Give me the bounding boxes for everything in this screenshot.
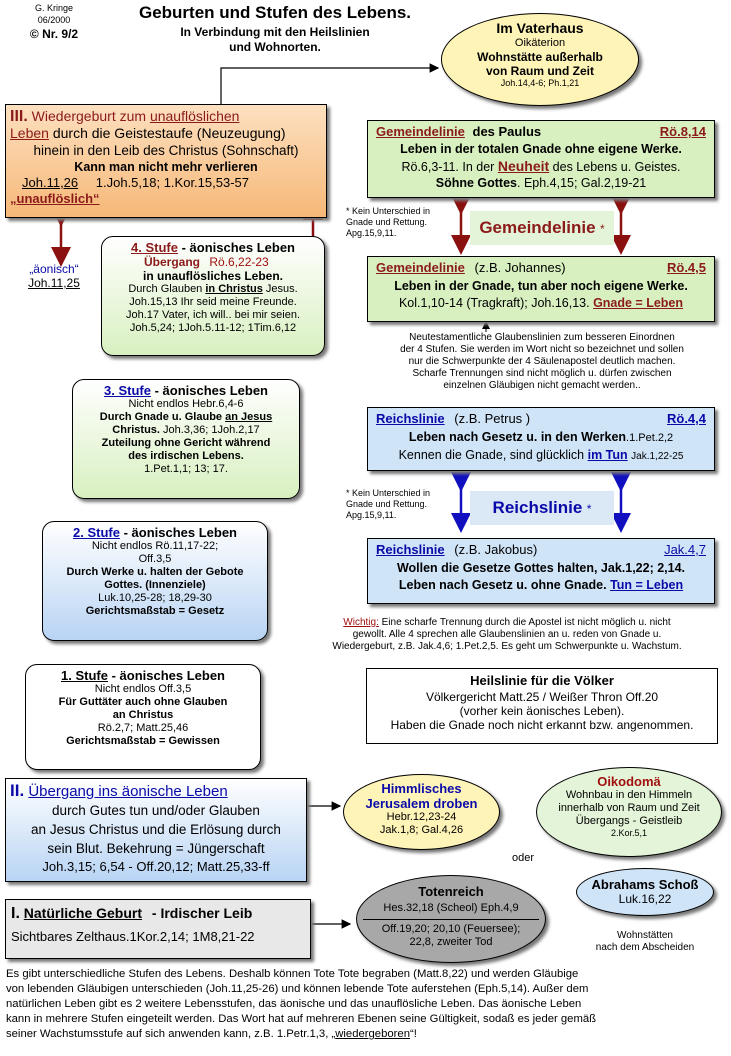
reich-middle-text: Reichslinie: [492, 498, 583, 517]
gemeinde-paulus-line3-a: Söhne Gottes: [435, 176, 517, 190]
stufe1-line2: Für Guttäter auch ohne Glauben: [58, 696, 228, 708]
stufe4-line6: Joh.5,24; 1Joh.5.11-12; 1Tim.6,12: [129, 322, 297, 334]
wichtig-line1: Eine scharfe Trennung durch die Apostel ist nicht möglich u. nicht: [381, 617, 671, 628]
reich-jakobus-line2-b: Tun = Leben: [610, 578, 684, 592]
vaterhaus-sub: Oikäterion: [514, 37, 566, 49]
natuerlich-title: Natürliche Geburt: [23, 905, 143, 921]
footer-line3: natürlichen Leben gibt es 2 weitere Lebensstufen, das äonische und das unauflösliche Leben. Das äonische Leben: [6, 998, 582, 1010]
gemeinde-johannes-label-rest: (z.B. Johannes): [474, 260, 566, 275]
stufe3-line2-b: an Jesus: [225, 411, 273, 423]
reich-middle-label: [470, 491, 614, 525]
jerusalem-title2: Jerusalem droben: [365, 796, 478, 811]
uebergang-line3: sein Blut. Bekehrung = Jüngerschaft: [47, 841, 265, 856]
stufe1-title-rest: - äonisches Leben: [111, 668, 225, 683]
jerusalem-line1: Hebr.12,23-24: [386, 811, 457, 823]
oikodoma-line1: Wohnbau in den Himmeln: [565, 789, 693, 801]
gemeinde-note-2: Gnade und Rettung.: [346, 217, 428, 227]
footer-line5-a: seiner Wachstumsstufe auf sich anwenden kann, z.B. 1.Petr.1,3, „: [6, 1028, 336, 1040]
oikodoma-line4: 2.Kor.5,1: [610, 828, 648, 838]
copyright: © Nr. 9/2: [29, 27, 79, 41]
wiedergeburt-line1: durch die Geistestaufe (Neuzeugung): [52, 125, 286, 141]
natuerlich-title-rest: - Irdischer Leib: [151, 905, 253, 921]
abraham-title: Abrahams Schoß: [591, 877, 699, 892]
voelker-line2: (vorher kein äonisches Leben).: [459, 704, 625, 718]
wichtig-note: [286, 617, 728, 653]
stufe2-line3: Durch Werke u. halten der Gebote: [66, 566, 244, 578]
wichtig-line3: Wiedergeburt, z.B. Jak.4,6; 1.Pet.2,5. Es geht um Schwerpunkte u. Wachstum.: [332, 641, 682, 652]
gemeinde-paulus-line2-c: des Lebens u. Geistes.: [552, 160, 681, 174]
reich-petrus-box: [367, 407, 715, 471]
gemeinde-paulus-line2-a: Rö.6,3-11. In der: [401, 160, 495, 174]
subtitle-1: In Verbindung mit den Heilslinien: [180, 25, 370, 39]
gemeinde-middle-star: *: [599, 222, 605, 236]
wohnstaetten-label: [585, 930, 705, 954]
subtitle-2: und Wohnorten.: [229, 40, 321, 54]
voelker-title: Heilslinie für die Völker: [470, 673, 614, 688]
gemeinde-paulus-label-rest: des Paulus: [472, 124, 542, 139]
uebergang-title: Übergang ins äonische Leben: [28, 783, 228, 800]
jerusalem-title1: Himmlisches: [381, 781, 462, 796]
note-middle: [356, 332, 728, 392]
aonisch-label: [14, 262, 94, 290]
stufe4-uebergang: Übergang: [144, 255, 201, 269]
wichtig-label: Wichtig:: [343, 617, 379, 628]
oikodoma-line3: Übergangs - Geistleib: [575, 815, 683, 827]
gemeinde-johannes-ref: Rö.4,5: [666, 260, 706, 275]
reich-petrus-line2-c: Jak.1,22-25: [631, 451, 684, 462]
vaterhaus-title: Im Vaterhaus: [496, 20, 584, 36]
stufe4-line3-a: Durch Glauben: [128, 283, 203, 295]
stufe4-line3-c: Jesus.: [265, 283, 298, 295]
footer-line5-b: wiedergeboren: [335, 1028, 410, 1040]
stufe3-line2-a: Durch Gnade u. Glaube: [99, 411, 223, 423]
uebergang-line1: durch Gutes tun und/oder Glauben: [52, 803, 260, 818]
stufe3-box: [72, 379, 300, 499]
gemeinde-johannes-box: [367, 256, 715, 322]
gemeinde-paulus-line2-b: Neuheit: [497, 158, 550, 174]
stufe3-line1: Nicht endlos Hebr.6,4-6: [128, 398, 244, 410]
stufe1-box: [25, 664, 261, 770]
footer-line1: Es gibt unterschiedliche Stufen des Lebens. Deshalb können Tote Tote begraben (Matt.8,22) und werden Gläubige: [6, 968, 579, 980]
wiedergeburt-line3: Kann man nicht mehr verlieren: [74, 160, 258, 174]
author: G. Kringe: [34, 3, 74, 13]
footer-line5-c: “!: [410, 1028, 417, 1040]
stufe1-title: 1. Stufe: [60, 668, 108, 683]
natuerlich-line1: Sichtbares Zelthaus.1Kor.2,14; 1M8,21-22: [11, 929, 255, 944]
gemeinde-note-3: Apg.15,9,11.: [346, 228, 397, 238]
wohnstaetten-line2: nach dem Abscheiden: [595, 942, 695, 953]
stufe3-title-rest: - äonisches Leben: [154, 383, 268, 398]
note-middle-4: Scharfe Trennungen sind nicht möglich u. dürfen zwischen: [412, 368, 672, 379]
voelker-line3: Haben die Gnade noch nicht erkannt bzw. angenommen.: [390, 718, 694, 732]
gemeinde-johannes-line1: Leben in der Gnade, tun aber noch eigene Werke.: [394, 279, 688, 293]
stufe4-title-rest: - äonisches Leben: [181, 240, 295, 255]
reich-petrus-line1-b: .1.Pet.2,2: [626, 432, 674, 444]
wiedergeburt-ref-rest: 1.Joh.5,18; 1.Kor.15,53-57: [95, 175, 249, 190]
stufe3-line3-ref: Joh.3,36; 1Joh.2,17: [163, 424, 260, 436]
oikodoma-oval: [536, 767, 722, 857]
date: 06/2000: [37, 15, 71, 25]
reich-petrus-label-rest: (z.B. Petrus ): [454, 411, 531, 426]
note-middle-3: nur die Schwerpunkte der 4 Säulenapostel deutlich machen.: [408, 356, 676, 367]
stufe1-line4: Rö.2,7; Matt.25,46: [97, 722, 189, 734]
reich-note-2: Gnade und Rettung.: [346, 499, 428, 509]
stufe4-ref: Rö.6,22-23: [209, 255, 269, 269]
wichtig-line2: gewollt. Alle 4 sprechen alle Glaubenslinien an u. reden von Gnade u.: [352, 629, 662, 640]
uebergang-roman: II.: [10, 781, 25, 800]
reich-jakobus-line2-a: Leben nach Gesetz u. ohne Gnade.: [398, 578, 607, 592]
reich-petrus-ref: Rö.4,4: [666, 411, 706, 426]
totenreich-line2: Off.19,20; 20,10 (Feuersee);: [381, 923, 521, 935]
gemeinde-johannes-label: Gemeindelinie: [376, 260, 465, 275]
totenreich-divider: [363, 919, 539, 920]
reich-note-1: * Kein Unterschied in: [346, 488, 431, 498]
totenreich-oval: [356, 875, 546, 963]
wiedergeburt-ref-link[interactable]: Joh.11,26: [22, 175, 79, 190]
voelker-box: [366, 668, 718, 744]
wiedergeburt-box: [5, 104, 327, 218]
stufe4-box: [101, 236, 325, 356]
uebergang-line4: Joh.3,15; 6,54 - Off.20,12; Matt.25,33-ff: [42, 859, 270, 874]
note-middle-5: einzelnen Gläubigen nicht gemacht werden..: [443, 380, 641, 391]
vaterhaus-line1: Wohnstätte außerhalb: [477, 50, 603, 64]
totenreich-line3: 22,8, zweiter Tod: [409, 936, 493, 948]
stufe4-line2: in unauflösliches Leben.: [142, 269, 284, 283]
oder-label: oder: [512, 852, 535, 864]
reich-petrus-line2-a: Kennen die Gnade, sind glücklich: [398, 448, 585, 462]
stufe4-title: 4. Stufe: [130, 240, 178, 255]
stufe2-line6: Gerichtsmaßstab = Gesetz: [85, 605, 225, 617]
wohnstaetten-line1: Wohnstätten: [617, 930, 673, 941]
stufe3-title: 3. Stufe: [103, 383, 151, 398]
aonisch-ref[interactable]: Joh.11,25: [28, 276, 80, 290]
gemeinde-paulus-box: [367, 120, 715, 198]
reich-middle-star: *: [586, 502, 592, 516]
gemeinde-note: [346, 206, 456, 239]
vaterhaus-oval: [441, 13, 639, 106]
wiedergeburt-title-b: unauflöslichen: [149, 108, 240, 124]
footer-text: [6, 967, 728, 1042]
stufe4-line5: Joh.17 Vater, ich will.. bei mir seien.: [125, 309, 301, 321]
reich-petrus-line2-b: im Tun: [587, 448, 628, 462]
reich-jakobus-label-rest: (z.B. Jakobus): [454, 542, 538, 557]
gemeinde-johannes-line2-b: Gnade = Leben: [593, 296, 684, 310]
stufe2-line2: Off.3,5: [138, 553, 172, 565]
vaterhaus-line2: von Raum und Zeit: [486, 64, 594, 78]
abraham-oval: [576, 868, 714, 916]
uebergang-box: [5, 778, 307, 882]
stufe2-title: 2. Stufe: [72, 525, 120, 540]
arrow-to-vaterhaus: [221, 68, 438, 104]
stufe3-line3: Christus.: [112, 424, 160, 436]
stufe1-line1: Nicht endlos Off.3,5: [94, 683, 192, 695]
totenreich-title: Totenreich: [418, 884, 484, 899]
reich-jakobus-label: Reichslinie: [376, 542, 445, 557]
reich-note: [346, 488, 456, 521]
stufe1-line5: Gerichtsmaßstab = Gewissen: [66, 735, 220, 747]
natuerlich-roman: I.: [11, 905, 20, 922]
stufe4-line4: Joh.15,13 Ihr seid meine Freunde.: [129, 296, 297, 308]
stufe2-line1: Nicht endlos Rö.11,17-22;: [91, 540, 219, 552]
voelker-line1: Völkergericht Matt.25 / Weißer Thron Off.20: [425, 690, 659, 704]
gemeinde-middle-label: [470, 211, 614, 245]
stufe3-line4: Zuteilung ohne Gericht während: [101, 437, 271, 449]
vaterhaus-ref: Joh.14,4-6; Ph.1,21: [500, 78, 580, 88]
wiedergeburt-tag: „unauflöslich“: [10, 191, 100, 206]
reich-jakobus-ref: Jak.4,7: [664, 542, 706, 557]
note-middle-2: der 4 Stufen. Sie werden im Wort nicht so bezeichnet und sollen: [400, 344, 684, 355]
gemeinde-note-1: * Kein Unterschied in: [346, 206, 431, 216]
gemeinde-paulus-line1: Leben in der totalen Gnade ohne eigene Werke.: [400, 142, 682, 156]
aonisch-text: „äonisch“: [29, 262, 79, 276]
gemeinde-paulus-ref: Rö.8,14: [659, 124, 706, 139]
uebergang-line2: an Jesus Christus und die Erlösung durch: [31, 822, 281, 837]
page-title: Geburten und Stufen des Lebens.: [138, 3, 412, 22]
stufe3-line5: des irdischen Lebens.: [128, 450, 244, 462]
reich-jakobus-box: [367, 538, 715, 604]
note-middle-1: Neutestamentliche Glaubenslinien zum besseren Einordnen: [409, 332, 675, 343]
oikodoma-title: Oikodomä: [597, 774, 661, 789]
stufe4-line3-b: in Christus: [205, 283, 263, 295]
wiedergeburt-title-c: Leben: [10, 125, 49, 141]
gemeinde-paulus-label: Gemeindelinie: [376, 124, 465, 139]
jerusalem-line2: Jak.1,8; Gal.4,26: [379, 824, 464, 836]
wiedergeburt-roman: III.: [10, 108, 28, 125]
stufe2-line4: Gottes. (Innenziele): [104, 579, 206, 591]
reich-note-3: Apg.15,9,11.: [346, 510, 397, 520]
gemeinde-paulus-line3-b: . Eph.4,15; Gal.2,19-21: [517, 176, 647, 190]
reich-petrus-line1-a: Leben nach Gesetz u. in den Werken: [408, 430, 627, 444]
footer-line2: von lebenden Gläubigen unterschieden (Joh.11,25-26) und können lebende Tote auferstehen (Eph.5,14). Außer dem: [6, 983, 589, 995]
totenreich-line1: Hes.32,18 (Scheol) Eph.4,9: [383, 902, 519, 914]
reich-jakobus-line1: Wollen die Gesetze Gottes halten, Jak.1,22; 2,14.: [396, 561, 686, 575]
stufe2-title-rest: - äonisches Leben: [123, 525, 237, 540]
stufe1-line3: an Christus: [112, 709, 174, 721]
oikodoma-line2: innerhalb von Raum und Zeit: [558, 802, 700, 814]
wiedergeburt-line2: hinein in den Leib des Christus (Sohnschaft): [33, 143, 299, 158]
stufe2-line5: Luk.10,25-28; 18,29-30: [98, 592, 212, 604]
gemeinde-middle-text: Gemeindelinie: [479, 218, 596, 237]
reich-petrus-label: Reichslinie: [376, 411, 445, 426]
jerusalem-oval: [343, 774, 500, 850]
footer-line4: kann in mehrere Stufen eingeteilt werden. Das Wort hat auf mehreren Ebenen seine Gültigkeit, sodaß es jeder gemäß: [6, 1013, 597, 1025]
stufe2-box: [42, 521, 268, 641]
abraham-ref: Luk.16,22: [618, 892, 672, 906]
wiedergeburt-title-a: Wiedergeburt zum: [31, 108, 147, 124]
natuerlich-box: [5, 899, 311, 959]
stufe3-line6: 1.Pet.1,1; 13; 17.: [144, 463, 228, 475]
gemeinde-johannes-line2-a: Kol.1,10-14 (Tragkraft); Joh.16,13.: [398, 296, 590, 310]
